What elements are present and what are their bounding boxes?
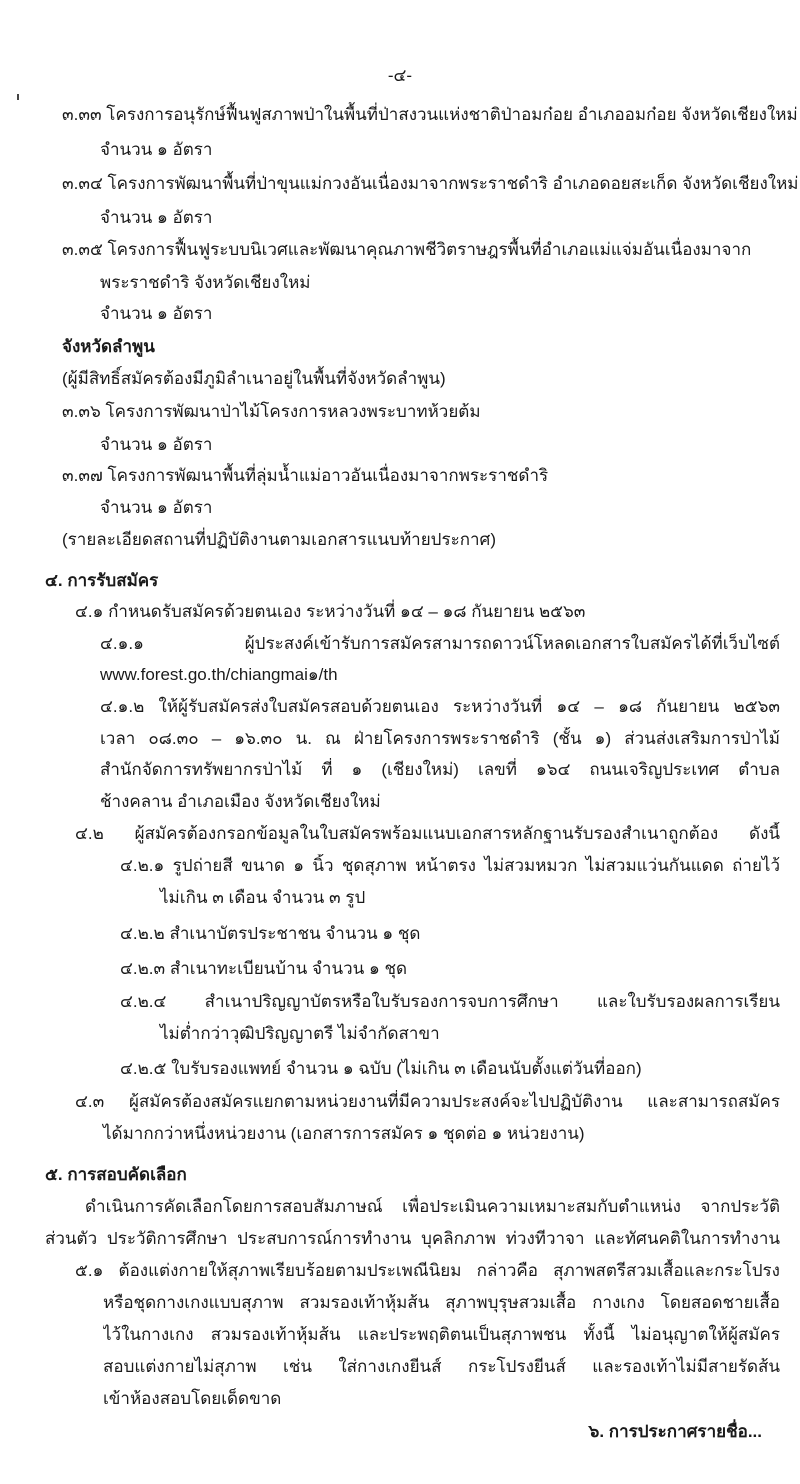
item-3-36: ๓.๓๖ โครงการพัฒนาป่าไม้โครงการหลวงพระบาทห้วยต้ม	[62, 402, 481, 421]
item-4-2-2: ๔.๒.๒ สำเนาบัตรประชาชน จำนวน ๑ ชุด	[120, 924, 421, 943]
continuation-note: ๖. การประกาศรายชื่อ...	[588, 1422, 762, 1441]
item-3-35: ๓.๓๕ โครงการฟื้นฟูระบบนิเวศและพัฒนาคุณภาพชีวิตราษฎรพื้นที่อำเภอแม่แจ่มอันเนื่องมาจาก	[62, 240, 752, 259]
item-4-2-3: ๔.๒.๓ สำเนาทะเบียนบ้าน จำนวน ๑ ชุด	[120, 959, 408, 978]
item-4-2: ๔.๒ ผู้สมัครต้องกรอกข้อมูลในใบสมัครพร้อมแนบเอกสารหลักฐานรับรองสำเนาถูกต้อง ดังนี้	[75, 824, 780, 843]
section-5-heading: ๕. การสอบคัดเลือก	[45, 1165, 187, 1184]
section-5-intro: ดำเนินการคัดเลือกโดยการสอบสัมภาษณ์ เพื่อประเมินความเหมาะสมกับตำแหน่ง จากประวัติ	[85, 1197, 780, 1216]
section-4-heading: ๔. การรับสมัคร	[45, 571, 159, 590]
item-4-3: ๔.๓ ผู้สมัครต้องสมัครแยกตามหน่วยงานที่มีความประสงค์จะไปปฏิบัติงาน และสามารถสมัคร	[75, 1092, 780, 1111]
item-4-2-4: ๔.๒.๔ สำเนาปริญญาบัตรหรือใบรับรองการจบการศึกษา และใบรับรองผลการเรียน	[120, 992, 780, 1011]
item-3-33: ๓.๓๓ โครงการอนุรักษ์ฟื้นฟูสภาพป่าในพื้นที่ป่าสงวนแห่งชาติป่าอมก๋อย อำเภออมก๋อย จังหวัดเชียงใหม่	[62, 105, 798, 124]
item-4-2-5: ๔.๒.๕ ใบรับรองแพทย์ จำนวน ๑ ฉบับ (ไม่เกิน ๓ เดือนนับตั้งแต่วันที่ออก)	[120, 1059, 642, 1078]
item-4-2-1-line2: ไม่เกิน ๓ เดือน จำนวน ๓ รูป	[160, 888, 366, 907]
item-4-1-2-line4: ช้างคลาน อำเภอเมือง จังหวัดเชียงใหม่	[100, 792, 381, 811]
item-5-1-line5: เข้าห้องสอบโดยเด็ดขาด	[103, 1389, 282, 1408]
item-4-1-2-line3: สำนักจัดการทรัพยากรป่าไม้ ที่ ๑ (เชียงใหม่) เลขที่ ๑๖๔ ถนนเจริญประเทศ ตำบล	[100, 760, 780, 779]
item-3-36-count: จำนวน ๑ อัตรา	[100, 435, 213, 454]
item-5-1: ๕.๑ ต้องแต่งกายให้สุภาพเรียบร้อยตามประเพณีนิยม กล่าวคือ สุภาพสตรีสวมเสื้อและกระโปรง	[75, 1261, 780, 1280]
download-url[interactable]: www.forest.go.th/chiangmai๑/th	[100, 665, 338, 684]
item-3-35-count: จำนวน ๑ อัตรา	[100, 304, 213, 323]
item-3-35-cont: พระราชดำริ จังหวัดเชียงใหม่	[100, 273, 311, 292]
item-4-1: ๔.๑ กำหนดรับสมัครด้วยตนเอง ระหว่างวันที่ ๑๔ – ๑๘ กันยายน ๒๕๖๓	[75, 602, 586, 621]
item-3-37: ๓.๓๗ โครงการพัฒนาพื้นที่ลุ่มน้ำแม่อาวอันเนื่องมาจากพระราชดำริ	[62, 466, 549, 485]
item-4-1-1: ๔.๑.๑ ผู้ประสงค์เข้ารับการสมัครสามารถดาวน์โหลดเอกสารใบสมัครได้ที่เว็บไซต์	[100, 634, 780, 653]
item-3-34-count: จำนวน ๑ อัตรา	[100, 208, 213, 227]
page-number: -๔-	[387, 66, 413, 85]
item-4-1-2: ๔.๑.๒ ให้ผู้รับสมัครส่งใบสมัครสอบด้วยตนเอง ระหว่างวันที่ ๑๔ – ๑๘ กันยายน ๒๕๖๓	[100, 697, 780, 716]
item-4-2-1: ๔.๒.๑ รูปถ่ายสี ขนาด ๑ นิ้ว ชุดสุภาพ หน้าตรง ไม่สวมหมวก ไม่สวมแว่นกันแดด ถ่ายไว้	[120, 856, 780, 875]
province-heading: จังหวัดลำพูน	[62, 337, 155, 356]
province-note: (ผู้มีสิทธิ์สมัครต้องมีภูมิลำเนาอยู่ในพื้นที่จังหวัดลำพูน)	[62, 369, 446, 388]
scan-mark	[17, 94, 19, 100]
location-note: (รายละเอียดสถานที่ปฏิบัติงานตามเอกสารแนบท้ายประกาศ)	[62, 530, 496, 549]
section-5-intro-line2: ส่วนตัว ประวัติการศึกษา ประสบการณ์การทำงาน บุคลิกภาพ ท่วงทีวาจา และทัศนคติในการทำงาน	[45, 1229, 780, 1248]
item-3-33-count: จำนวน ๑ อัตรา	[100, 140, 213, 159]
item-5-1-line2: หรือชุดกางเกงแบบสุภาพ สวมรองเท้าหุ้มส้น สุภาพบุรุษสวมเสื้อ กางเกง โดยสอดชายเสื้อ	[103, 1293, 780, 1312]
item-5-1-line3: ไว้ในกางเกง สวมรองเท้าหุ้มส้น และประพฤติตนเป็นสุภาพชน ทั้งนี้ ไม่อนุญาตให้ผู้สมัคร	[103, 1325, 780, 1344]
item-3-34: ๓.๓๔ โครงการพัฒนาพื้นที่ป่าขุนแม่กวงอันเนื่องมาจากพระราชดำริ อำเภอดอยสะเก็ด จังหวัดเชียงใหม่	[62, 174, 799, 193]
item-4-2-4-line2: ไม่ต่ำกว่าวุฒิปริญญาตรี ไม่จำกัดสาขา	[160, 1024, 440, 1043]
item-4-3-line2: ได้มากกว่าหนึ่งหน่วยงาน (เอกสารการสมัคร ๑ ชุดต่อ ๑ หน่วยงาน)	[103, 1124, 585, 1143]
item-5-1-line4: สอบแต่งกายไม่สุภาพ เช่น ใส่กางเกงยีนส์ กระโปรงยีนส์ และรองเท้าไม่มีสายรัดส้น	[103, 1357, 780, 1376]
item-4-1-2-line2: เวลา ๐๘.๓๐ – ๑๖.๓๐ น. ณ ฝ่ายโครงการพระราชดำริ (ชั้น ๑) ส่วนส่งเสริมการป่าไม้	[100, 729, 780, 748]
item-3-37-count: จำนวน ๑ อัตรา	[100, 498, 213, 517]
